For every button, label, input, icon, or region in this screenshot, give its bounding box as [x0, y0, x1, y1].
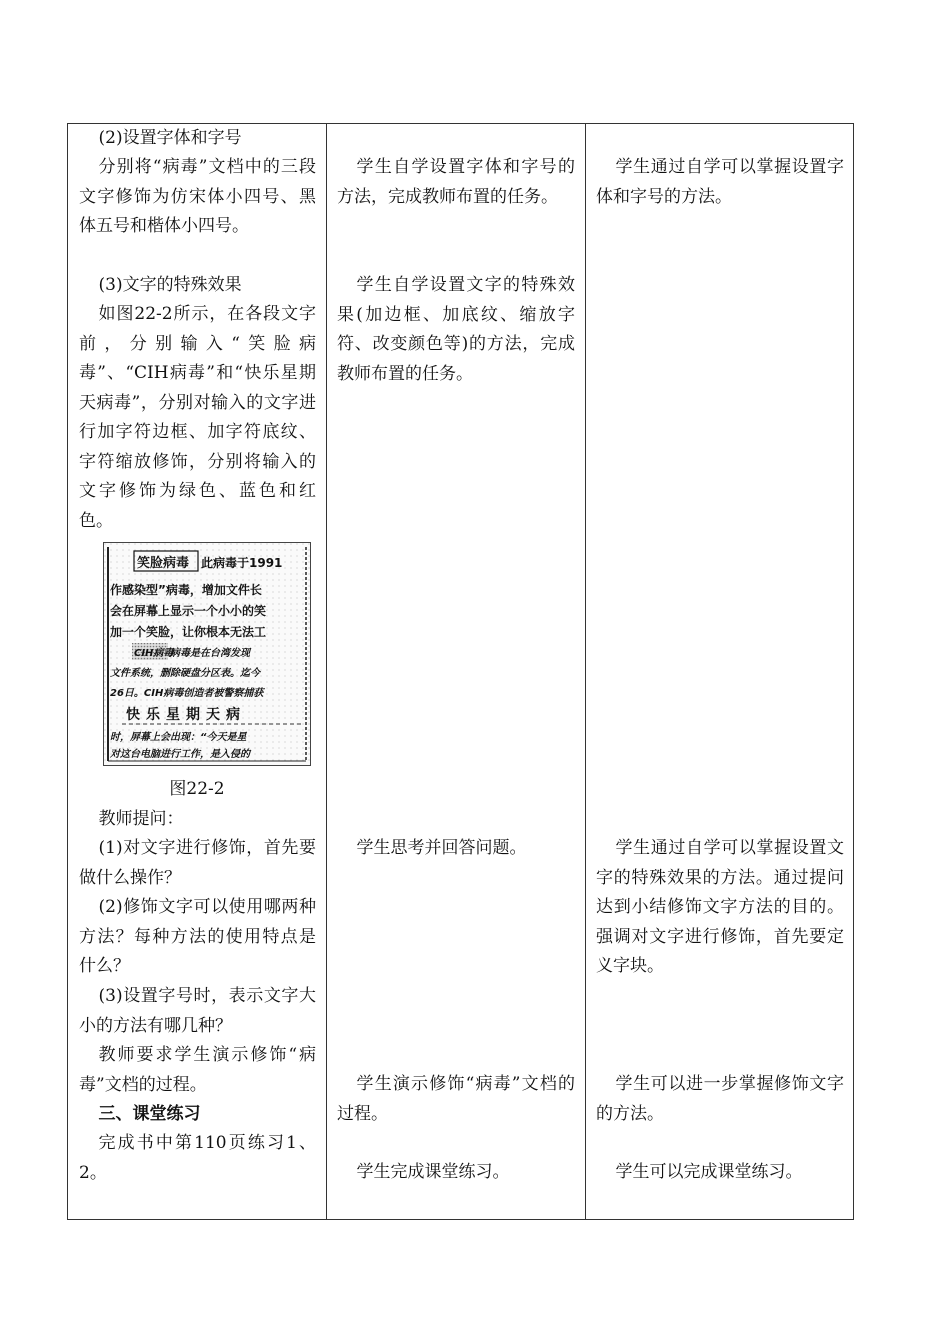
fig-line-4: 加一个笑脸，让你根本无法工: [110, 625, 267, 639]
student-activity-2: 学生自学设置文字的特殊效果(加边框、加底纹、缩放字符、改变颜色等)的方法，完成教师布置的任务。: [337, 275, 575, 384]
design-intent-column: [585, 124, 853, 1219]
figure-caption: 图22-2: [169, 779, 225, 799]
section-heading-class-exercise: 三、课堂练习: [98, 1104, 201, 1124]
design-intent-3: 学生可以进一步掌握修饰文字的方法。: [596, 1074, 844, 1124]
design-intent-4: 学生可以完成课堂练习。: [615, 1162, 803, 1182]
student-activity-1: 学生自学设置字体和字号的方法，完成教师布置的任务。: [337, 157, 575, 207]
step-special-effects-text: 如图22-2所示，在各段文字前，分别输入“笑脸病毒”、“CIH病毒”和“快乐星期天病毒”，分别对输入的文字进行加字符边框、加字符底纹、字符缩放修饰，分别将输入的文字修饰为绿色、蓝色和红色。: [79, 304, 316, 531]
fig-line-6: 文件系统，删除硬盘分区表。迄今: [110, 668, 260, 679]
figure-22-2-image: [103, 542, 311, 766]
student-activity-3: 学生思考并回答问题。: [356, 838, 527, 858]
step-font-size-text: 分别将“病毒”文档中的三段文字修饰为仿宋体小四号、黑体五号和楷体小四号。: [79, 157, 316, 236]
fig-line-10: 对这台电脑进行工作，是入侵的: [110, 749, 250, 760]
fig-line-1-boxed: 笑脸病毒: [137, 556, 190, 571]
step-special-effects-heading: (3)文字的特殊效果: [98, 275, 242, 295]
fig-line-9: 时，屏幕上会出现：“今天是星: [110, 732, 247, 743]
student-activity-5: 学生完成课堂练习。: [356, 1162, 510, 1182]
fig-line-5-rest: 病毒是在台湾发现: [170, 648, 250, 659]
student-activity-4: 学生演示修饰“病毒”文档的过程。: [337, 1074, 575, 1124]
lesson-plan-table: [67, 123, 854, 1220]
step-font-size-heading: (2)设置字体和字号: [98, 128, 242, 148]
design-intent-1: 学生通过自学可以掌握设置字体和字号的方法。: [596, 157, 844, 207]
teacher-demo-request: 教师要求学生演示修饰“病毒”文档的过程。: [79, 1045, 316, 1095]
fig-line-5-shaded: CIH病毒: [134, 648, 174, 659]
fig-line-7: 26日。CIH病毒创造者被警察捕获: [110, 688, 264, 699]
exercise-instruction: 完成书中第110页练习1、2。: [79, 1133, 316, 1183]
question-2: (2)修饰文字可以使用哪两种方法？每种方法的使用特点是什么？: [79, 897, 316, 976]
question-3: (3)设置字号时，表示文字大小的方法有哪几种？: [79, 986, 316, 1036]
scanned-document-figure: [104, 543, 310, 765]
fig-line-8-scaled: 快乐星期天病: [126, 707, 246, 723]
fig-line-2: 作感染型”病毒，增加文件长: [110, 583, 262, 597]
fig-line-3: 会在屏幕上显示一个小小的笑: [110, 604, 267, 618]
question-1: (1)对文字进行修饰，首先要做什么操作？: [79, 838, 316, 888]
design-intent-2: 学生通过自学可以掌握设置文字的特殊效果的方法。通过提问达到小结修饰文字方法的目的。强调对文字进行修饰，首先要定义字块。: [596, 838, 844, 976]
fig-line-1-rest: 此病毒于1991: [201, 556, 283, 570]
teacher-activity-column: [68, 124, 327, 1219]
student-activity-column: [326, 124, 586, 1219]
teacher-question-label: 教师提问：: [98, 809, 184, 829]
